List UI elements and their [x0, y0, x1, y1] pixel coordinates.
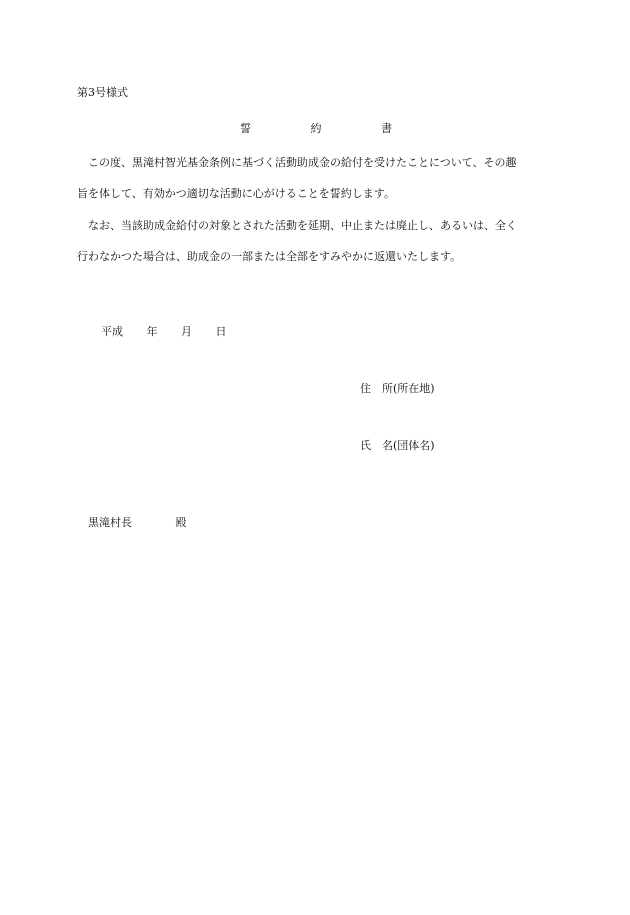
title-char-2: 約	[310, 122, 322, 135]
body-line-2: 旨を体して、有効かつ適切な活動に心がけることを誓約します。	[77, 187, 395, 200]
form-number: 第3号様式	[77, 86, 128, 99]
date-month: 月	[181, 325, 192, 338]
addressee	[88, 516, 187, 530]
date-year: 年	[146, 325, 158, 338]
body-line-3: なお、当該助成金給付の対象とされた活動を延期、中止または廃止し、あるいは、全く	[88, 219, 517, 232]
title-char-3: 書	[381, 122, 392, 135]
body-line-4: 行わなかつた場合は、助成金の一部または全部をすみやかに返還いたします。	[77, 250, 462, 263]
addressee-honorific: 殿	[175, 516, 187, 529]
date-era: 平成	[101, 325, 123, 338]
name-label: 氏 名(団体名)	[360, 439, 435, 452]
date-day: 日	[215, 325, 227, 338]
addressee-name: 黒滝村長	[88, 516, 132, 529]
date-line	[101, 325, 227, 339]
address-label: 住 所(所在地)	[360, 382, 435, 395]
title-char-1: 誓	[240, 122, 251, 135]
document-title	[240, 122, 392, 136]
body-line-1: この度、黒滝村智光基金条例に基づく活動助成金の給付を受けたことについて、その趣	[88, 156, 517, 169]
